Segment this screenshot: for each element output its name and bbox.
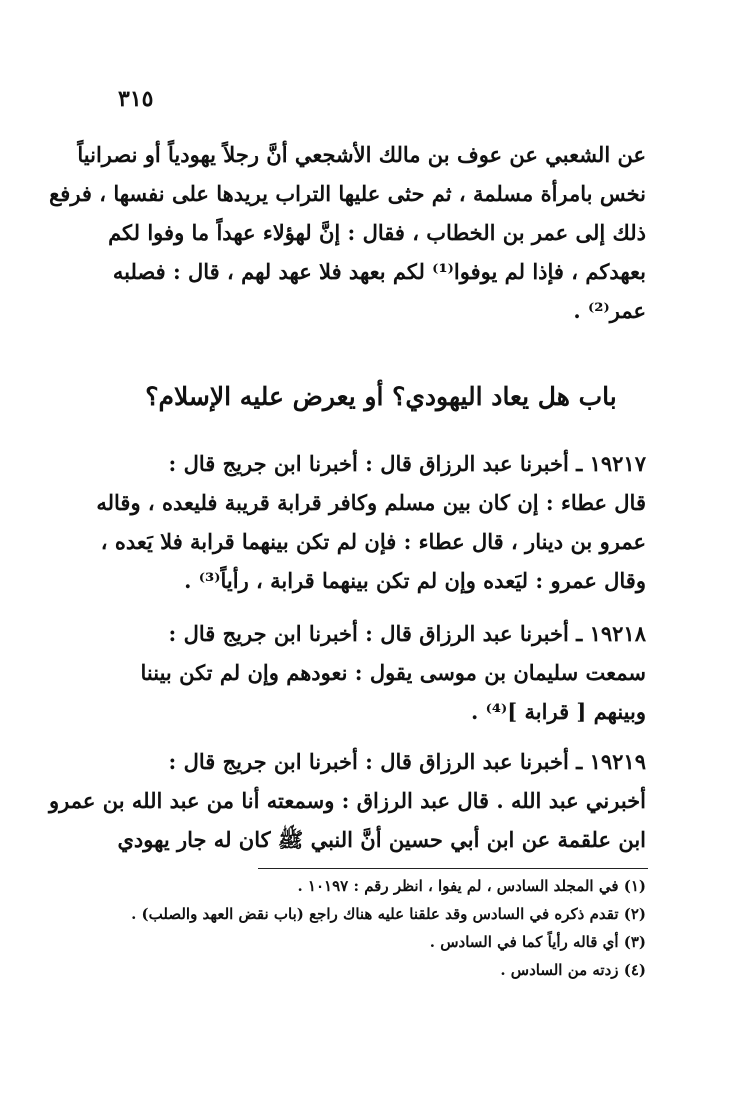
text-line: ذلك إلى عمر بن الخطاب ، فقال : إنَّ لهؤلاء عهداً ما وفوا لكم xyxy=(108,220,646,245)
text-line: ١٩٢١٩ ـ أخبرنا عبد الرزاق قال : أخبرنا ابن جريج قال : xyxy=(168,749,646,774)
footnote-1: (١) في المجلد السادس ، لم يفوا ، انظر رقم : ١٠١٩٧ . xyxy=(297,877,646,895)
chapter-title: باب هل يعاد اليهودي؟ أو يعرض عليه الإسلام؟ xyxy=(145,382,617,411)
text-line: سمعت سليمان بن موسى يقول : نعودهم وإن لم تكن بيننا xyxy=(140,660,646,685)
footnotes xyxy=(116,872,646,984)
text-line: عن الشعبي عن عوف بن مالك الأشجعي أنَّ رجلاً يهودياً أو نصرانياً xyxy=(77,142,646,167)
hadith-19218 xyxy=(116,614,646,731)
text-line: عمرو بن دينار ، قال عطاء : فإن لم تكن بينهما قرابة فلا يَعده ، xyxy=(100,529,646,554)
text-line: بعهدكم ، فإذا لم يوفوا⁽¹⁾ لكم بعهد فلا عهد لهم ، قال : فصلبه xyxy=(112,259,646,284)
text-line: وقال عمرو : ليَعده وإن لم تكن بينهما قرابة ، رأياً⁽³⁾ . xyxy=(184,568,646,593)
footnote-divider xyxy=(258,868,648,869)
text-line: ابن علقمة عن ابن أبي حسين أنَّ النبي ﷺ كان له جار يهودي xyxy=(117,827,646,852)
text-line: نخس بامرأة مسلمة ، ثم حثى عليها التراب يريدها على نفسها ، فرفع xyxy=(49,181,646,206)
footnote-2: (٢) تقدم ذكره في السادس وقد علقنا عليه هناك راجع (باب نقض العهد والصلب) . xyxy=(131,905,646,923)
hadith-19219 xyxy=(49,742,646,859)
text-line: ١٩٢١٨ ـ أخبرنا عبد الرزاق قال : أخبرنا ابن جريج قال : xyxy=(168,621,646,646)
text-line: ١٩٢١٧ ـ أخبرنا عبد الرزاق قال : أخبرنا ابن جريج قال : xyxy=(168,451,646,476)
footnote-4: (٤) زدته من السادس . xyxy=(500,961,646,979)
text-line: أخبرني عبد الله . قال عبد الرزاق : وسمعته أنا من عبد الله بن عمرو xyxy=(49,788,646,813)
footnote-3: (٣) أي قاله رأياً كما في السادس . xyxy=(429,933,646,951)
page-number: ٣١٥ xyxy=(118,86,154,112)
text-line: وبينهم [ قرابة ]⁽⁴⁾ . xyxy=(470,699,646,724)
text-line: قال عطاء : إن كان بين مسلم وكافر قرابة قريبة فليعده ، وقاله xyxy=(96,490,646,515)
text-line: عمر⁽²⁾ . xyxy=(573,298,646,323)
intro-paragraph xyxy=(49,135,646,330)
hadith-19217 xyxy=(96,444,646,600)
